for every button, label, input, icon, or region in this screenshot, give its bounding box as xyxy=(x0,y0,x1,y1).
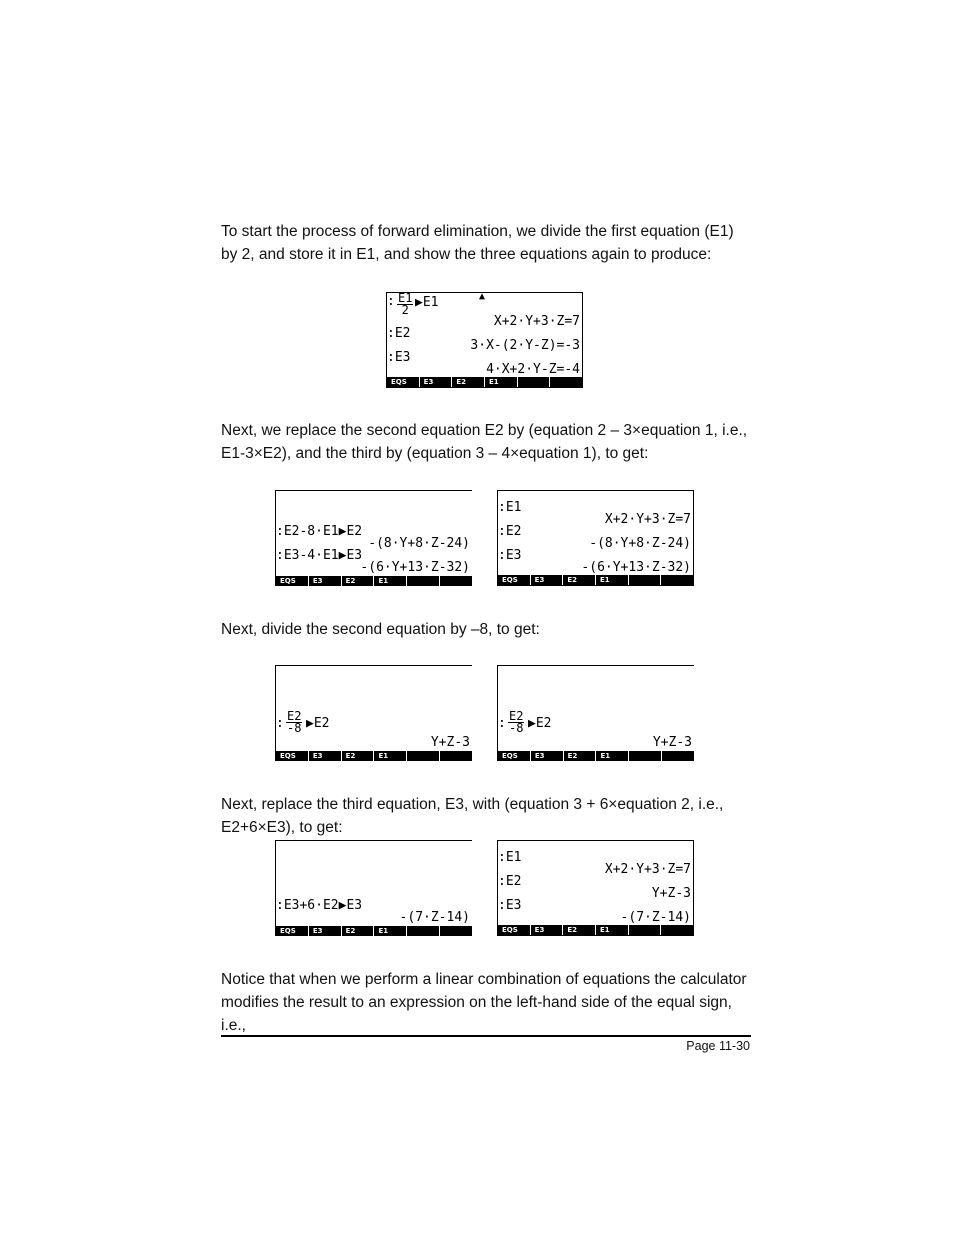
paragraph-2: Next, we replace the second equation E2 by (equation 2 – 3×equation 1, i.e., E1-3×E2), and the third by (equation 3 – 4×equation 1), to get: xyxy=(221,422,748,462)
softkey-e2[interactable]: E2 xyxy=(342,751,375,761)
softkey-e2[interactable]: E2 xyxy=(563,575,596,585)
softkey-e1[interactable]: E1 xyxy=(374,576,407,586)
softkey-menu xyxy=(276,926,472,936)
paragraph-1: To start the process of forward elimination, we divide the first equation (E1) by 2, and store it in E1, and show the three equations again to produce: xyxy=(221,223,734,263)
softkey-empty[interactable] xyxy=(662,751,694,761)
softkey-e3[interactable]: E3 xyxy=(531,751,564,761)
softkey-e2[interactable]: E2 xyxy=(563,925,596,935)
fraction-e2-over-minus-8: $\frac{E2}{-8}$ xyxy=(287,709,302,735)
softkey-eqs[interactable]: EQS xyxy=(276,926,309,936)
softkey-empty[interactable] xyxy=(629,751,662,761)
softkey-e2[interactable]: E2 xyxy=(342,926,375,936)
softkey-eqs[interactable]: EQS xyxy=(276,576,309,586)
calculator-screen-3: :E1 X+2·Y+3·Z=7 :E2 -(8·Y+8·Z-24) :E3 -(6·Y+13·Z-32) EQS E3 E2 E1 xyxy=(497,490,694,586)
softkey-empty[interactable] xyxy=(440,576,472,586)
softkey-empty[interactable] xyxy=(407,926,440,936)
softkey-e2[interactable]: E2 xyxy=(342,576,375,586)
calculator-screen-7: :E1 X+2·Y+3·Z=7 :E2 Y+Z-3 :E3 -(7·Z-14) EQS E3 E2 E1 xyxy=(497,840,694,936)
softkey-menu xyxy=(276,751,472,761)
softkey-e1[interactable]: E1 xyxy=(485,377,518,387)
paragraph-3: Next, divide the second equation by –8, to get: xyxy=(221,621,540,638)
softkey-e1[interactable]: E1 xyxy=(596,925,629,935)
softkey-empty[interactable] xyxy=(661,575,693,585)
fraction-e1-over-2: $\frac{E1}{2}$ xyxy=(398,291,413,317)
footer-rule xyxy=(221,1035,751,1037)
softkey-menu xyxy=(276,576,472,586)
softkey-eqs[interactable]: EQS xyxy=(276,751,309,761)
softkey-e2[interactable]: E2 xyxy=(452,377,485,387)
softkey-e3[interactable]: E3 xyxy=(309,926,342,936)
softkey-eqs[interactable]: EQS xyxy=(387,377,420,387)
softkey-e3[interactable]: E3 xyxy=(420,377,453,387)
calculator-screen-4: : $\frac{E2}{-8}$ ▶E2 Y+Z-3 EQS E3 E2 E1 xyxy=(275,665,472,761)
softkey-e3[interactable]: E3 xyxy=(309,576,342,586)
softkey-empty[interactable] xyxy=(440,751,472,761)
softkey-empty[interactable] xyxy=(661,925,693,935)
softkey-empty[interactable] xyxy=(407,576,440,586)
softkey-e1[interactable]: E1 xyxy=(374,751,407,761)
softkey-e1[interactable]: E1 xyxy=(596,575,629,585)
softkey-eqs[interactable]: EQS xyxy=(498,575,531,585)
fraction-e2-over-minus-8: $\frac{E2}{-8}$ xyxy=(509,709,524,735)
calculator-screen-5: : $\frac{E2}{-8}$ ▶E2 Y+Z-3 EQS E3 E2 E1 xyxy=(497,665,694,761)
softkey-eqs[interactable]: EQS xyxy=(498,925,531,935)
page-number: Page 11-30 xyxy=(686,1039,750,1053)
paragraph-4: Next, replace the third equation, E3, with (equation 3 + 6×equation 2, i.e., E2+6×E3), to get: xyxy=(221,796,724,836)
softkey-e1[interactable]: E1 xyxy=(374,926,407,936)
softkey-menu xyxy=(498,925,693,935)
softkey-empty[interactable] xyxy=(518,377,551,387)
softkey-empty[interactable] xyxy=(629,925,662,935)
calculator-screen-1: : $\frac{E1}{2}$ ▶E1 ▲ X+2·Y+3·Z=7 :E2 3·X-(2·Y-Z)=-3 :E3 4·X+2·Y-Z=-4 EQS E3 E2 E1 xyxy=(386,292,583,388)
softkey-menu xyxy=(498,751,694,761)
softkey-e3[interactable]: E3 xyxy=(531,925,564,935)
softkey-menu xyxy=(498,575,693,585)
softkey-menu xyxy=(387,377,582,387)
calculator-screen-2: :E2-8·E1▶E2 -(8·Y+8·Z-24) :E3-4·E1▶E3 -(6·Y+13·Z-32) EQS E3 E2 E1 xyxy=(275,490,472,586)
softkey-e3[interactable]: E3 xyxy=(309,751,342,761)
paragraph-5: Notice that when we perform a linear combination of equations the calculator modifies the result to an expression on the left-hand side of the equal sign, i.e., xyxy=(221,971,747,1034)
softkey-e2[interactable]: E2 xyxy=(564,751,597,761)
softkey-empty[interactable] xyxy=(629,575,662,585)
softkey-e1[interactable]: E1 xyxy=(596,751,629,761)
softkey-empty[interactable] xyxy=(550,377,582,387)
calculator-screen-6: :E3+6·E2▶E3 -(7·Z-14) EQS E3 E2 E1 xyxy=(275,840,472,936)
scroll-up-icon: ▲ xyxy=(479,291,486,302)
softkey-eqs[interactable]: EQS xyxy=(498,751,531,761)
softkey-empty[interactable] xyxy=(407,751,440,761)
softkey-e3[interactable]: E3 xyxy=(531,575,564,585)
softkey-empty[interactable] xyxy=(440,926,472,936)
